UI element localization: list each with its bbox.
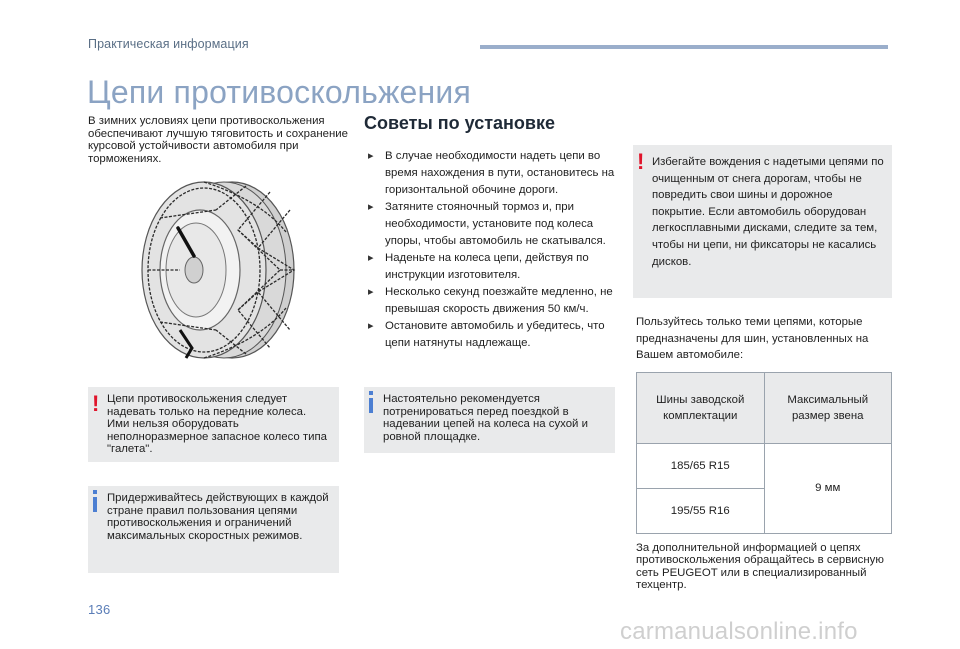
- warning-exclamation-icon: !: [92, 391, 100, 416]
- bullet-icon: ▸: [368, 320, 374, 332]
- info-icon: [369, 391, 373, 413]
- list-item: [368, 250, 620, 284]
- warning-clean-roads-box: [633, 145, 892, 298]
- bullet-icon: ▸: [368, 286, 374, 298]
- tip-text: Затяните стояночный тормоз и, при необходимости, установите под колеса упоры, чтобы автомобиль не скатывался.: [385, 201, 606, 247]
- tip-text: Остановите автомобиль и убедитесь, что цепи натянуты надлежаще.: [385, 320, 605, 349]
- watermark: carmanualsonline.info: [620, 618, 858, 645]
- table-header-row: [637, 373, 892, 444]
- section-divider: [480, 45, 888, 49]
- warning-clean-roads-text: Избегайте вождения с надетыми цепями по очищенным от снега дорогам, чтобы не повредить свои шины и дорожное покрытие. Если автомобиль оборудован легкосплавными дисками, следите за тем, чтобы ни цепи, ни фиксаторы не касались дисков.: [652, 156, 884, 268]
- page-title: Цепи противоскольжения: [87, 74, 472, 110]
- section-label: Практическая информация: [88, 37, 249, 51]
- warning-front-wheels-text: Цепи противоскольжения следует надевать только на передние колеса. Ими нельзя оборудовать неполноразмерное запасное колесо типа "галета".: [107, 393, 328, 455]
- list-item: [368, 199, 620, 250]
- info-icon: [93, 490, 97, 512]
- bullet-icon: ▸: [368, 252, 374, 264]
- bullet-icon: ▸: [368, 150, 374, 162]
- snow-chain-wheel-illustration: [120, 170, 320, 370]
- info-local-rules-text: Придерживайтесь действующих в каждой стране правил пользования цепями противоскольжения и ограничений максимальных скоростных режимов.: [107, 492, 329, 542]
- tip-text: В случае необходимости надеть цепи во время нахождения в пути, остановитесь на горизонтальной обочине дороги.: [385, 150, 615, 196]
- warning-front-wheels-box: [88, 387, 339, 462]
- list-item: [368, 284, 620, 318]
- tip-text: Несколько секунд поезжайте медленно, не превышая скорость движения 50 км/ч.: [385, 286, 613, 315]
- info-training-box: [364, 387, 615, 453]
- tips-list: [368, 148, 620, 352]
- info-local-rules-box: [88, 486, 339, 573]
- table-cell-tyre: 185/65 R15: [637, 444, 765, 489]
- table-row: [637, 444, 892, 489]
- tips-heading: Советы по установке: [364, 113, 556, 133]
- intro-paragraph: В зимних условиях цепи противоскольжения обеспечивают лучшую тяговитость и сохранение курсовой устойчивости автомобиля при торможениях.: [88, 115, 348, 165]
- list-item: [368, 318, 620, 352]
- list-item: [368, 148, 620, 199]
- table-header-link-size: Максимальный размер звена: [764, 373, 892, 444]
- footer-note: За дополнительной информацией о цепях противоскольжения обращайтесь в сервисную сеть PEUGEOT или в специализированный техцентр.: [636, 542, 884, 592]
- table-header-tyres: Шины заводской комплектации: [637, 373, 765, 444]
- table-cell-link-size: 9 мм: [764, 444, 892, 534]
- chain-size-table: [636, 372, 892, 534]
- bullet-icon: ▸: [368, 201, 374, 213]
- tip-text: Наденьте на колеса цепи, действуя по инструкции изготовителя.: [385, 252, 589, 281]
- warning-exclamation-icon: !: [637, 149, 645, 174]
- usage-paragraph: Пользуйтесь только теми цепями, которые предназначены для шин, установленных на Вашем автомобиле:: [636, 316, 869, 362]
- table-cell-tyre: 195/55 R16: [637, 489, 765, 534]
- info-training-text: Настоятельно рекомендуется потренироваться перед поездкой в надевании цепей на колеса на сухой и ровной площадке.: [383, 393, 588, 443]
- page-number: 136: [88, 602, 111, 617]
